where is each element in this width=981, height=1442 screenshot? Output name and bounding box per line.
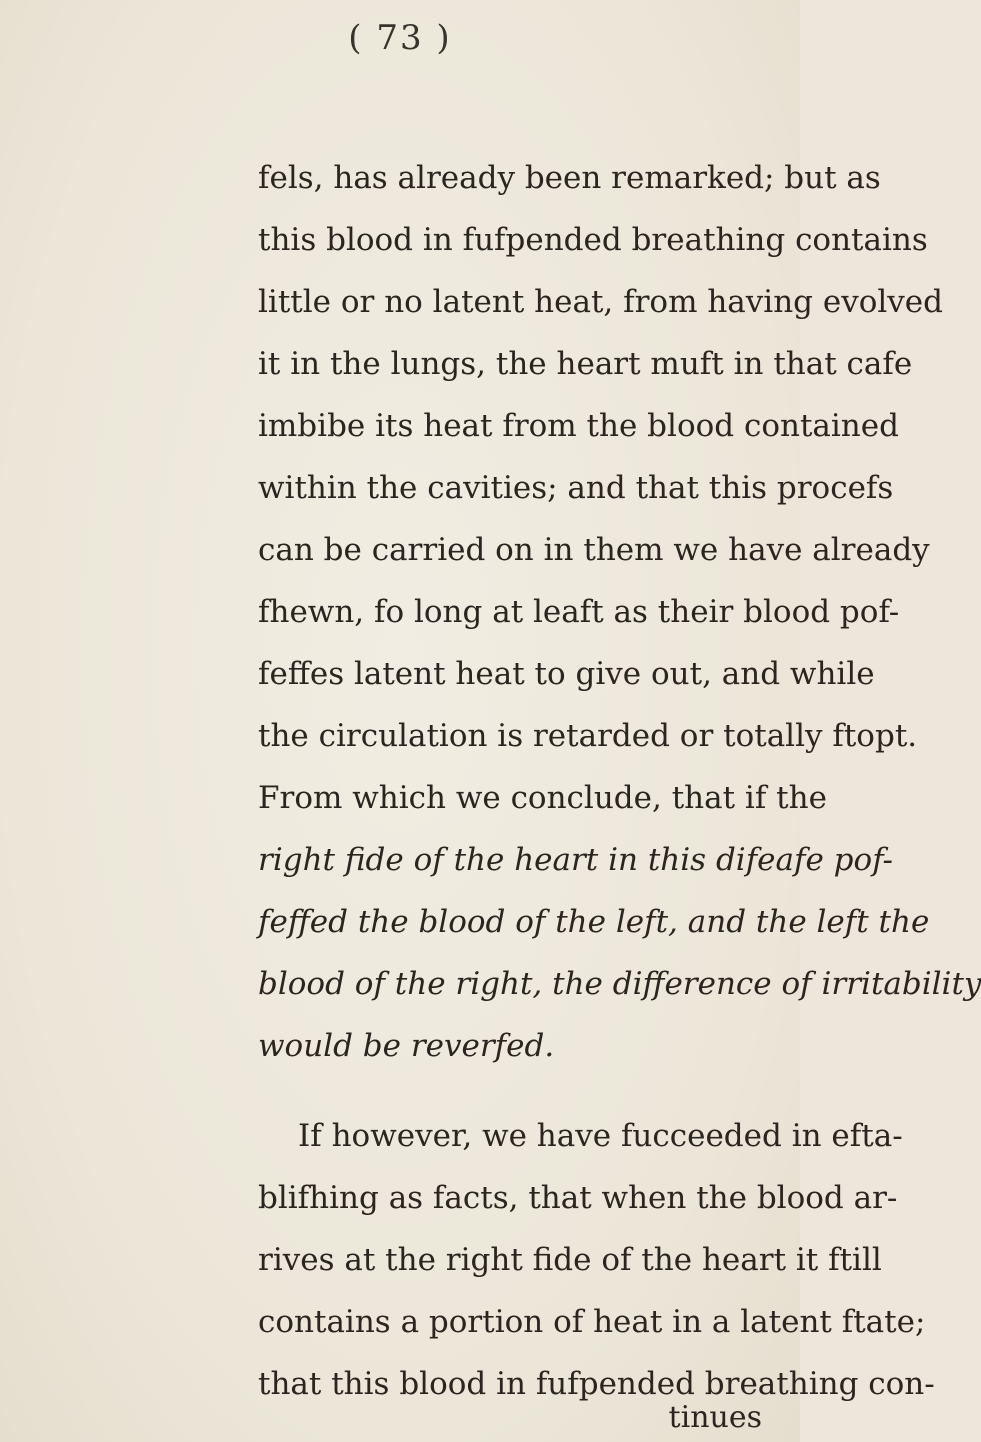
text-line: feffes latent heat to give out, and while	[258, 656, 875, 692]
text-line: the circulation is retarded or totally ftopt.	[258, 718, 918, 754]
text-line: fhewn, fo long at leaft as their blood pof-	[258, 594, 900, 630]
text-line: rives at the right fide of the heart it ftill	[258, 1242, 882, 1278]
text-line: imbibe its heat from the blood contained	[258, 408, 899, 444]
text-line: contains a portion of heat in a latent ftate;	[258, 1304, 926, 1340]
italic-line: right fide of the heart in this difeafe pof-	[258, 842, 894, 878]
text-line: From which we conclude, that if the	[258, 780, 827, 816]
text-line: blifhing as facts, that when the blood ar-	[258, 1180, 898, 1216]
text-line: this blood in fufpended breathing contains	[258, 222, 928, 258]
text-line: it in the lungs, the heart muft in that cafe	[258, 346, 913, 382]
text-line: fels, has already been remarked; but as	[258, 160, 881, 196]
page-number: ( 73 )	[348, 18, 452, 58]
text-line: within the cavities; and that this procefs	[258, 470, 894, 506]
catchword: tinues	[668, 1400, 762, 1435]
text-line: can be carried on in them we have already	[258, 532, 930, 568]
text-line: If however, we have fucceeded in efta-	[298, 1118, 903, 1154]
text-line: that this blood in fufpended breathing con-	[258, 1366, 935, 1402]
italic-line: blood of the right, the difference of irritability	[258, 966, 981, 1002]
text-line: little or no latent heat, from having evolved	[258, 284, 943, 320]
italic-line: feffed the blood of the left, and the left the	[258, 904, 930, 940]
italic-line: would be reverfed.	[258, 1028, 555, 1064]
